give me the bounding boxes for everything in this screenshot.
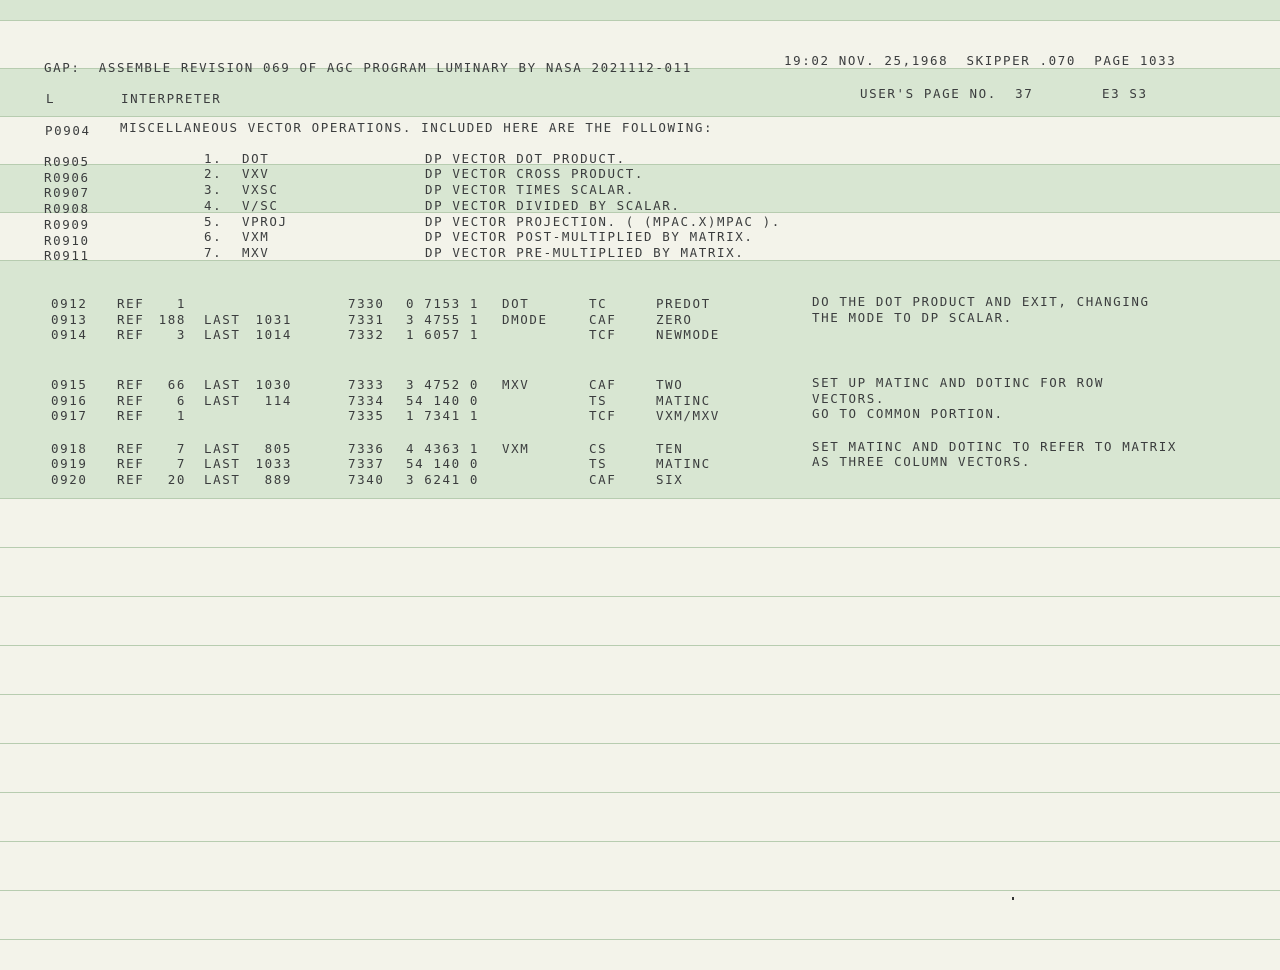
paper-rule xyxy=(0,116,1280,117)
paper-rule xyxy=(0,260,1280,261)
code-comment: SET UP MATINC AND DOTINC FOR ROW xyxy=(812,375,1105,390)
last-page: 114 xyxy=(264,393,292,408)
operation-line-id: R0907 xyxy=(44,185,90,200)
line-number: 0918 xyxy=(51,441,88,456)
page-code: E3 S3 xyxy=(1102,86,1148,101)
ref-count: 1 xyxy=(176,408,186,423)
operation-number: 6. xyxy=(204,229,223,244)
ref-keyword: REF xyxy=(117,377,145,392)
opcode: CS xyxy=(589,441,608,456)
intro-text: MISCELLANEOUS VECTOR OPERATIONS. INCLUDED HERE ARE THE FOLLOWING: xyxy=(120,120,714,135)
paper-rule xyxy=(0,841,1280,842)
operand: PREDOT xyxy=(656,296,711,311)
last-keyword: LAST xyxy=(204,472,241,487)
operation-line-id: R0910 xyxy=(44,233,90,248)
line-number: 0916 xyxy=(51,393,88,408)
octal-word: 54 140 0 xyxy=(406,393,480,408)
last-page: 1014 xyxy=(255,327,292,342)
octal-word: 1 6057 1 xyxy=(406,327,480,342)
operation-description: DP VECTOR DIVIDED BY SCALAR. xyxy=(425,198,681,213)
assembly-header: GAP: ASSEMBLE REVISION 069 OF AGC PROGRAM LUMINARY BY NASA 2021112-011 xyxy=(44,60,692,75)
operation-number: 1. xyxy=(204,151,223,166)
address: 7332 xyxy=(348,327,385,342)
last-page: 805 xyxy=(264,441,292,456)
operand: MATINC xyxy=(656,393,711,408)
operation-description: DP VECTOR CROSS PRODUCT. xyxy=(425,166,645,181)
paper-rule xyxy=(0,596,1280,597)
code-comment: VECTORS. xyxy=(812,391,886,406)
operation-description: DP VECTOR PROJECTION. ( (MPAC.X)MPAC ). xyxy=(425,214,781,229)
address: 7335 xyxy=(348,408,385,423)
address: 7340 xyxy=(348,472,385,487)
paper-rule xyxy=(0,164,1280,165)
operation-number: 7. xyxy=(204,245,223,260)
last-page: 1030 xyxy=(255,377,292,392)
last-keyword: LAST xyxy=(204,441,241,456)
line-number: 0915 xyxy=(51,377,88,392)
operation-name: DOT xyxy=(242,151,270,166)
octal-word: 3 4755 1 xyxy=(406,312,480,327)
last-page: 1033 xyxy=(255,456,292,471)
operation-number: 2. xyxy=(204,166,223,181)
operation-line-id: R0911 xyxy=(44,248,90,263)
octal-word: 1 7341 1 xyxy=(406,408,480,423)
opcode: TCF xyxy=(589,327,617,342)
ref-keyword: REF xyxy=(117,441,145,456)
ref-count: 20 xyxy=(167,472,186,487)
address: 7331 xyxy=(348,312,385,327)
line-number: 0913 xyxy=(51,312,88,327)
ref-keyword: REF xyxy=(117,296,145,311)
paper-rule xyxy=(0,743,1280,744)
ref-count: 6 xyxy=(176,393,186,408)
ref-keyword: REF xyxy=(117,408,145,423)
last-page: 1031 xyxy=(255,312,292,327)
operation-name: VXM xyxy=(242,229,270,244)
operation-name: VPROJ xyxy=(242,214,288,229)
operation-line-id: R0908 xyxy=(44,201,90,216)
address: 7333 xyxy=(348,377,385,392)
last-keyword: LAST xyxy=(204,327,241,342)
operation-description: DP VECTOR POST-MULTIPLIED BY MATRIX. xyxy=(425,229,754,244)
code-comment: THE MODE TO DP SCALAR. xyxy=(812,310,1013,325)
address: 7330 xyxy=(348,296,385,311)
operation-number: 3. xyxy=(204,182,223,197)
octal-word: 3 4752 0 xyxy=(406,377,480,392)
operation-description: DP VECTOR DOT PRODUCT. xyxy=(425,151,626,166)
opcode: CAF xyxy=(589,377,617,392)
paper-rule xyxy=(0,890,1280,891)
octal-word: 54 140 0 xyxy=(406,456,480,471)
address: 7337 xyxy=(348,456,385,471)
paper-speck xyxy=(1012,897,1014,900)
opcode: TS xyxy=(589,456,608,471)
operation-name: V/SC xyxy=(242,198,279,213)
opcode: TS xyxy=(589,393,608,408)
opcode: CAF xyxy=(589,472,617,487)
paper-rule xyxy=(0,694,1280,695)
operation-description: DP VECTOR TIMES SCALAR. xyxy=(425,182,635,197)
paper-band xyxy=(0,0,1280,20)
operation-description: DP VECTOR PRE-MULTIPLIED BY MATRIX. xyxy=(425,245,745,260)
paper-rule xyxy=(0,939,1280,940)
ref-keyword: REF xyxy=(117,456,145,471)
ref-count: 188 xyxy=(158,312,186,327)
ref-keyword: REF xyxy=(117,327,145,342)
ref-count: 66 xyxy=(167,377,186,392)
code-comment: AS THREE COLUMN VECTORS. xyxy=(812,454,1032,469)
last-page: 889 xyxy=(264,472,292,487)
paper-rule xyxy=(0,792,1280,793)
operand: TEN xyxy=(656,441,684,456)
operation-name: MXV xyxy=(242,245,270,260)
octal-word: 3 6241 0 xyxy=(406,472,480,487)
operation-name: VXV xyxy=(242,166,270,181)
operation-line-id: R0905 xyxy=(44,154,90,169)
run-timestamp: 19:02 NOV. 25,1968 SKIPPER .070 PAGE 1033 xyxy=(784,53,1177,68)
address: 7336 xyxy=(348,441,385,456)
operand: VXM/MXV xyxy=(656,408,720,423)
paper-rule xyxy=(0,20,1280,21)
ref-count: 7 xyxy=(176,441,186,456)
ref-count: 1 xyxy=(176,296,186,311)
opcode: CAF xyxy=(589,312,617,327)
ref-keyword: REF xyxy=(117,472,145,487)
paper-rule xyxy=(0,547,1280,548)
code-label: MXV xyxy=(502,377,530,392)
user-page-number: USER'S PAGE NO. 37 xyxy=(860,86,1034,101)
operand: NEWMODE xyxy=(656,327,720,342)
line-number: 0920 xyxy=(51,472,88,487)
line-number: 0914 xyxy=(51,327,88,342)
code-comment: DO THE DOT PRODUCT AND EXIT, CHANGING xyxy=(812,294,1150,309)
code-label: DMODE xyxy=(502,312,548,327)
operation-name: VXSC xyxy=(242,182,279,197)
ref-keyword: REF xyxy=(117,393,145,408)
line-number: 0912 xyxy=(51,296,88,311)
operation-line-id: R0909 xyxy=(44,217,90,232)
last-keyword: LAST xyxy=(204,377,241,392)
section-title: INTERPRETER xyxy=(121,91,222,106)
opcode: TC xyxy=(589,296,608,311)
ref-count: 7 xyxy=(176,456,186,471)
paper-rule xyxy=(0,645,1280,646)
last-keyword: LAST xyxy=(204,456,241,471)
paper-rule xyxy=(0,498,1280,499)
last-keyword: LAST xyxy=(204,393,241,408)
operand: SIX xyxy=(656,472,684,487)
operation-number: 4. xyxy=(204,198,223,213)
last-keyword: LAST xyxy=(204,312,241,327)
operand: TWO xyxy=(656,377,684,392)
code-label: DOT xyxy=(502,296,530,311)
code-comment: SET MATINC AND DOTINC TO REFER TO MATRIX xyxy=(812,439,1178,454)
octal-word: 4 4363 1 xyxy=(406,441,480,456)
code-label: VXM xyxy=(502,441,530,456)
ref-count: 3 xyxy=(176,327,186,342)
ref-keyword: REF xyxy=(117,312,145,327)
opcode: TCF xyxy=(589,408,617,423)
operand: ZERO xyxy=(656,312,693,327)
code-comment: GO TO COMMON PORTION. xyxy=(812,406,1004,421)
operand: MATINC xyxy=(656,456,711,471)
octal-word: 0 7153 1 xyxy=(406,296,480,311)
address: 7334 xyxy=(348,393,385,408)
line-number: 0919 xyxy=(51,456,88,471)
operation-number: 5. xyxy=(204,214,223,229)
listing-code: L xyxy=(46,91,56,106)
line-number: 0917 xyxy=(51,408,88,423)
intro-line-id: P0904 xyxy=(45,123,91,138)
operation-line-id: R0906 xyxy=(44,170,90,185)
